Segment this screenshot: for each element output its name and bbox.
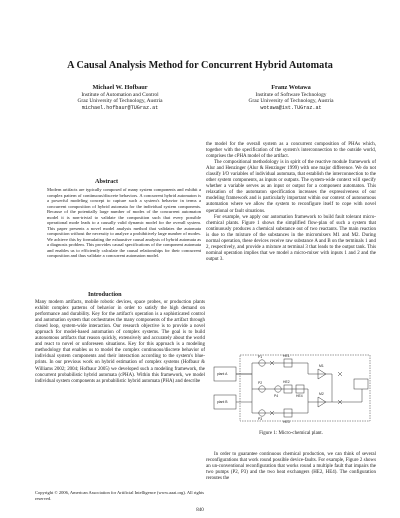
label-he1: HE1 [283, 354, 290, 358]
pipe-a-cross [236, 374, 308, 389]
label-m1: M1 [319, 364, 324, 368]
right-paragraph-1: the model for the overall system as a concurrent composition of PHAs which, together with the specification of the system's interconnection to the outside world, comprises the cPHA model of the artifact. [206, 142, 376, 160]
introduction-text [35, 300, 205, 385]
right-paragraph-2: The compositional methodology is in spirit of the reactive module framework of Alur and Henzinger (Alur & Henzinger 1999) with one major difference. We do not classify I/O variables of individual automata, that establish the interconnection to the other system components, as inputs or outputs. The system-wide context will specify whether a variable serves as an input or output for a component automaton. This relaxation of the automaton specification increases the expressiveness of our modeling framework and is particularly important within our context of autonomous automation where we allow the system to reconfigure itself to cope with novel operational or fault situations. [206, 160, 376, 214]
introduction-paragraph: Many modern artifacts, mobile robotic devices, space probes, or production plants exhibit complex patterns of behavior in order to satisfy the high demand on performance and durability. Key for the artifact's operation is a sophisticated control and automation system that orchestrates the many components of the artifact through closed loop, system-wide interaction. Our research objective is to provide a novel approach for model-based automation of complex systems. The goal is to build autonomous artifacts that reason quickly, extensively and accurately about the world and react to novel or unforeseen situations. Key for this approach is a modeling methodology that enables us to model the complex continuous/discrete behavior of individual system components and their interaction according to the system's blue-prints. In our previous work on hybrid estimation of complex systems (Hofbaur & Williams 2002; 2004; Hofbaur 2005) we developed such a modeling framework, the concurrent probabilistic hybrid automata (cPHA). Within this framework, we model individual system components as probabilistic hybrid automata (PHA) and describe [35, 300, 205, 384]
abstract-text: Modern artifacts are typically composed of many system components and exhibit a complex pattern of continuous/discrete behaviors. A concurrent hybrid automaton is a powerful modeling concept to capture such a system's behavior in terms a concurrent composition of hybrid automata for the individual system components. Because of the potentially large number of modes of the concurrent automaton model it is non-trivial to validate the composition such that every possible operational mode leads to a causally valid dynamic model for the overall system. This paper presents a novel model analysis method that validates the automata composition without the necessity to analyze a prohibitively large number of modes. We achieve this by formulating the exhaustive causal analysis of hybrid automata as a diagnosis problem. This provides causal specifications of the component automata and enables us to efficiently calculate the causal relationships for their concurrent composition and thus validate a concurrent automaton model. [47, 187, 201, 258]
pipe-out [332, 374, 362, 402]
label-he2: HE2 [283, 380, 290, 384]
page-number: 840 [196, 508, 204, 513]
right-column-text [206, 142, 376, 263]
abstract-heading: Abstract [95, 178, 119, 185]
introduction-heading: Introduction [88, 291, 122, 298]
right-paragraph-4: In order to guarantee continuous chemical production, we can think of several reconfigurations that work round possible device-faults. For example, Figure 2 shows an un-conventional reconfiguration that works round a multiple fault that impairs the two pumps (P2, P3) and the two heat exchangers (HE2, HE4). The configuration reroutes the [206, 452, 376, 482]
author-2-affiliation: Institute of Software Technology [255, 91, 327, 98]
paper-title: A Causal Analysis Method for Concurrent Hybrid Automata [67, 60, 333, 71]
author-2 [206, 85, 376, 111]
copyright-notice: Copyright © 2006, American Association for Artificial Intelligence (www.aaai.org). All rights reserved. [35, 490, 205, 501]
valve-3 [338, 372, 342, 376]
author-1 [35, 85, 205, 111]
author-2-name: Franz Wotawa [271, 84, 311, 91]
label-he3: HE3 [283, 420, 290, 424]
figure-caption: Figure 1: Micro-chemical plant. [259, 431, 323, 436]
right-paragraph-3: For example, we apply our automation framework to build fault tolerant micro-chemical plants. Figure 1 shows the simplified flow-plan of such a system that continuously produces a chemical substance out of two reactants. The main reaction is due to the mixture of the substances in the micromixers M1 and M2. During normal operation, these devices receive raw substance A and B on the terminals 1 and 2, respectively, and provide a mixture at terminal 3 that leads to the output tank. This nominal operation implies that we model a micro-mixer with inputs 1 and 2 and the output 3. [206, 214, 376, 262]
author-1-university: Graz University of Technology, Austria [77, 98, 163, 105]
label-p2: P2 [258, 381, 263, 385]
label-p3: P3 [258, 417, 263, 421]
label-plant-b: plant B [217, 400, 228, 404]
author-1-name: Michael W. Hofbaur [92, 84, 148, 91]
author-2-university: Graz University of Technology, Austria [248, 98, 334, 105]
plant-diagram [212, 349, 372, 427]
author-2-email: wotawa@ist.TUGraz.at [260, 104, 322, 111]
label-p4: P4 [274, 394, 279, 398]
output-tank [354, 379, 368, 389]
micro-chemical-plant-figure [212, 349, 372, 427]
author-1-email: michael.hofbaur@TUGraz.at [81, 104, 159, 111]
label-m2: M2 [319, 392, 324, 396]
label-plant-a: plant A [217, 372, 228, 376]
label-p1: P1 [258, 355, 263, 359]
author-1-affiliation: Institute of Automation and Control [81, 91, 159, 98]
label-he4: HE4 [296, 394, 303, 398]
